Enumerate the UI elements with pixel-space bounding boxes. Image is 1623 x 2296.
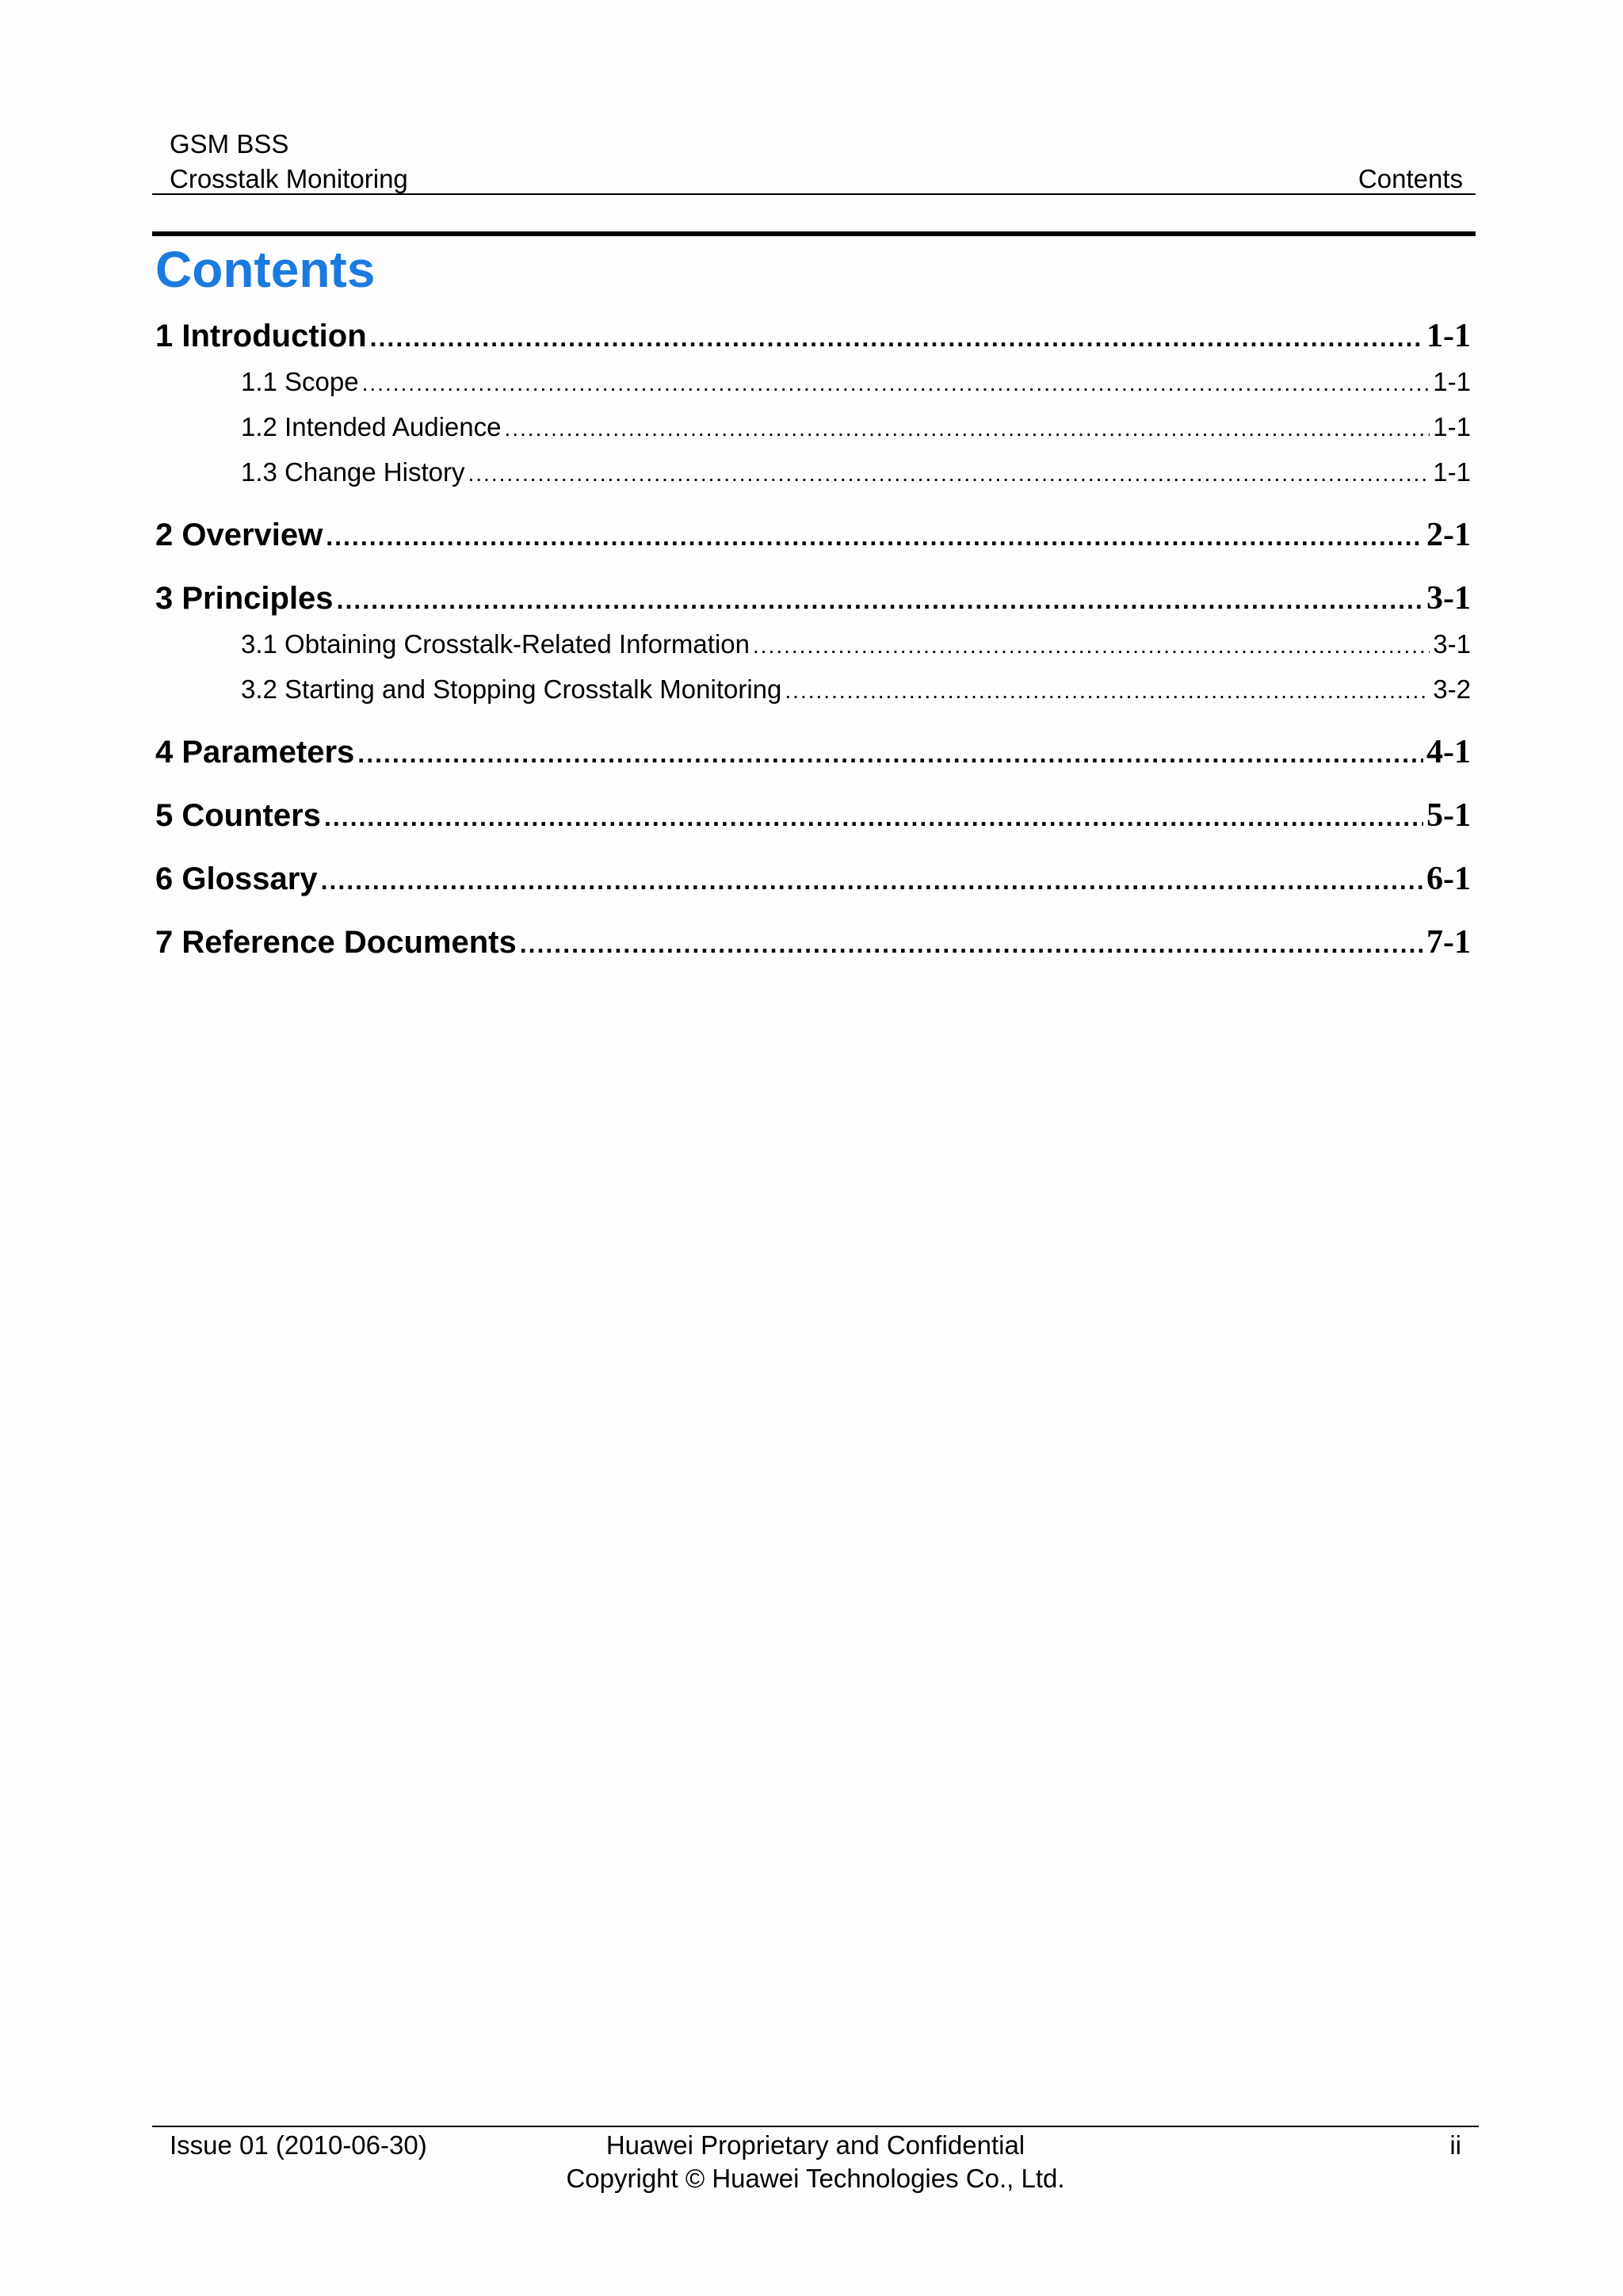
toc-entry-starting-stopping[interactable] <box>155 667 1471 712</box>
toc-entry-page: 1-1 <box>1433 367 1471 396</box>
table-of-contents <box>155 314 1471 966</box>
footer-issue: Issue 01 (2010-06-30) <box>170 2130 427 2160</box>
toc-entry-page: 4-1 <box>1426 734 1471 770</box>
toc-entry-page: 1-1 <box>1433 412 1471 441</box>
page-title: Contents <box>155 241 376 298</box>
toc-entry-label: 6 Glossary <box>155 861 318 896</box>
toc-entry-label: 3.1 Obtaining Crosstalk-Related Information <box>241 629 750 659</box>
toc-entry-label: 1 Introduction <box>155 319 367 353</box>
toc-entry-label: 1.2 Intended Audience <box>241 412 502 441</box>
toc-leader-dots <box>520 922 1423 966</box>
toc-leader-dots <box>357 732 1423 776</box>
toc-entry-label: 5 Counters <box>155 798 321 833</box>
toc-entry-counters[interactable] <box>155 793 1471 839</box>
toc-entry-page: 6-1 <box>1426 861 1471 897</box>
footer-center <box>152 2129 1479 2195</box>
toc-leader-dots <box>370 315 1423 360</box>
footer-divider <box>152 2126 1479 2127</box>
toc-leader-dots <box>337 578 1423 622</box>
toc-entry-label: 4 Parameters <box>155 735 355 770</box>
toc-leader-dots <box>326 514 1423 559</box>
toc-entry-label: 2 Overview <box>155 518 323 552</box>
toc-entry-change-history[interactable] <box>155 450 1471 495</box>
header-divider <box>152 193 1476 195</box>
toc-entry-page: 3-2 <box>1433 674 1471 704</box>
toc-leader-dots <box>362 361 1430 405</box>
header-section: Contents <box>1358 164 1463 193</box>
page-header <box>152 127 1476 197</box>
footer-confidential: Huawei Proprietary and Confidential <box>605 2130 1025 2160</box>
toc-leader-dots <box>321 858 1423 903</box>
toc-entry-principles[interactable] <box>155 576 1471 622</box>
footer-page-number: ii <box>1449 2130 1461 2160</box>
toc-leader-dots <box>504 407 1430 450</box>
toc-entry-label: 1.1 Scope <box>241 367 359 396</box>
toc-entry-glossary[interactable] <box>155 857 1471 903</box>
toc-entry-page: 3-1 <box>1433 629 1471 659</box>
toc-entry-overview[interactable] <box>155 513 1471 559</box>
toc-entry-label: 3 Principles <box>155 581 334 616</box>
footer-copyright: Copyright © Huawei Technologies Co., Ltd. <box>566 2164 1065 2193</box>
toc-entry-page: 5-1 <box>1426 797 1471 834</box>
toc-entry-page: 2-1 <box>1426 517 1471 553</box>
header-product: GSM BSS <box>170 129 289 159</box>
toc-entry-label: 7 Reference Documents <box>155 925 517 960</box>
toc-entry-page: 3-1 <box>1426 580 1471 617</box>
toc-entry-label: 1.3 Change History <box>241 457 465 487</box>
toc-entry-label: 3.2 Starting and Stopping Crosstalk Monitoring <box>241 674 782 704</box>
toc-entry-obtaining-info[interactable] <box>155 622 1471 667</box>
toc-entry-intended-audience[interactable] <box>155 405 1471 450</box>
toc-leader-dots <box>785 669 1430 712</box>
toc-entry-page: 7-1 <box>1426 924 1471 961</box>
header-document-title: Crosstalk Monitoring <box>170 164 408 193</box>
title-divider <box>152 231 1476 236</box>
header-line <box>170 162 1476 197</box>
toc-leader-dots <box>468 452 1430 495</box>
toc-entry-introduction[interactable] <box>155 314 1471 360</box>
toc-entry-page: 1-1 <box>1426 318 1471 354</box>
toc-entry-reference-documents[interactable] <box>155 920 1471 966</box>
toc-entry-parameters[interactable] <box>155 730 1471 776</box>
toc-entry-page: 1-1 <box>1433 457 1471 487</box>
toc-leader-dots <box>753 624 1430 667</box>
toc-entry-scope[interactable] <box>155 360 1471 405</box>
toc-leader-dots <box>324 795 1423 839</box>
